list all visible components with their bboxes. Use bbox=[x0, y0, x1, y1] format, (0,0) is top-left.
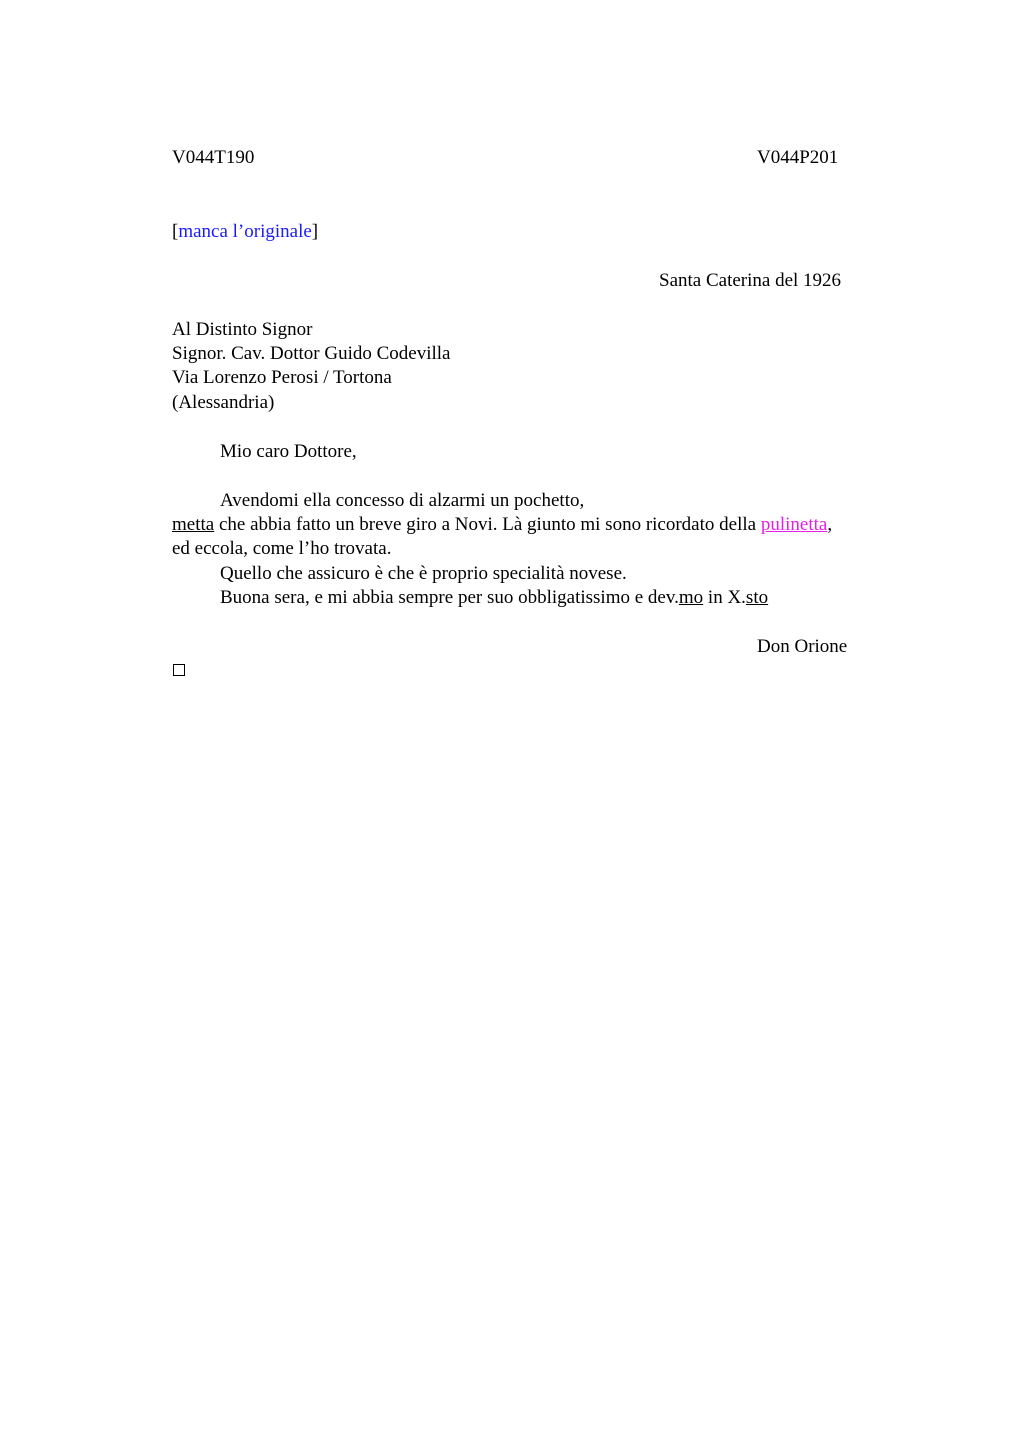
bracket-open: [ bbox=[172, 221, 179, 242]
closing-text-a: Buona sera, e mi abbia sempre per suo obbligatissimo e dev. bbox=[220, 587, 679, 608]
signature: Don Orione bbox=[757, 636, 848, 657]
note-text: manca l’originale bbox=[178, 221, 312, 242]
address-line-1: Al Distinto Signor bbox=[172, 319, 313, 340]
salutation: Mio caro Dottore, bbox=[220, 441, 357, 462]
body-line-1: Avendomi ella concesso di alzarmi un pochetto, bbox=[220, 490, 585, 511]
pulinetta-link[interactable]: pulinetta bbox=[760, 514, 828, 535]
left-document-code: V044T190 bbox=[172, 147, 255, 168]
checkbox-square-icon bbox=[173, 664, 185, 676]
body-line-3: ed eccola, come l’ho trovata. bbox=[172, 538, 392, 559]
closing-text-b: in X. bbox=[703, 587, 746, 608]
bracket-close: ] bbox=[311, 221, 319, 242]
body-line-5 bbox=[220, 586, 768, 610]
body-line-2 bbox=[172, 513, 832, 537]
address-line-4: (Alessandria) bbox=[172, 392, 275, 413]
right-document-code: V044P201 bbox=[757, 147, 839, 168]
date-line: Santa Caterina del 1926 bbox=[659, 270, 842, 291]
body-line-4: Quello che assicuro è che è proprio specialità novese. bbox=[220, 563, 627, 584]
address-line-2: Signor. Cav. Dottor Guido Codevilla bbox=[172, 343, 451, 364]
address-line-3: Via Lorenzo Perosi / Tortona bbox=[172, 367, 392, 388]
underlined-word-metta: metta bbox=[172, 514, 215, 535]
underlined-sto: sto bbox=[745, 587, 769, 608]
missing-original-note bbox=[172, 220, 318, 244]
body-line-2-text: che abbia fatto un breve giro a Novi. Là giunto mi sono ricordato della bbox=[214, 514, 761, 535]
underlined-mo: mo bbox=[678, 587, 704, 608]
body-line-2-comma: , bbox=[827, 514, 833, 535]
